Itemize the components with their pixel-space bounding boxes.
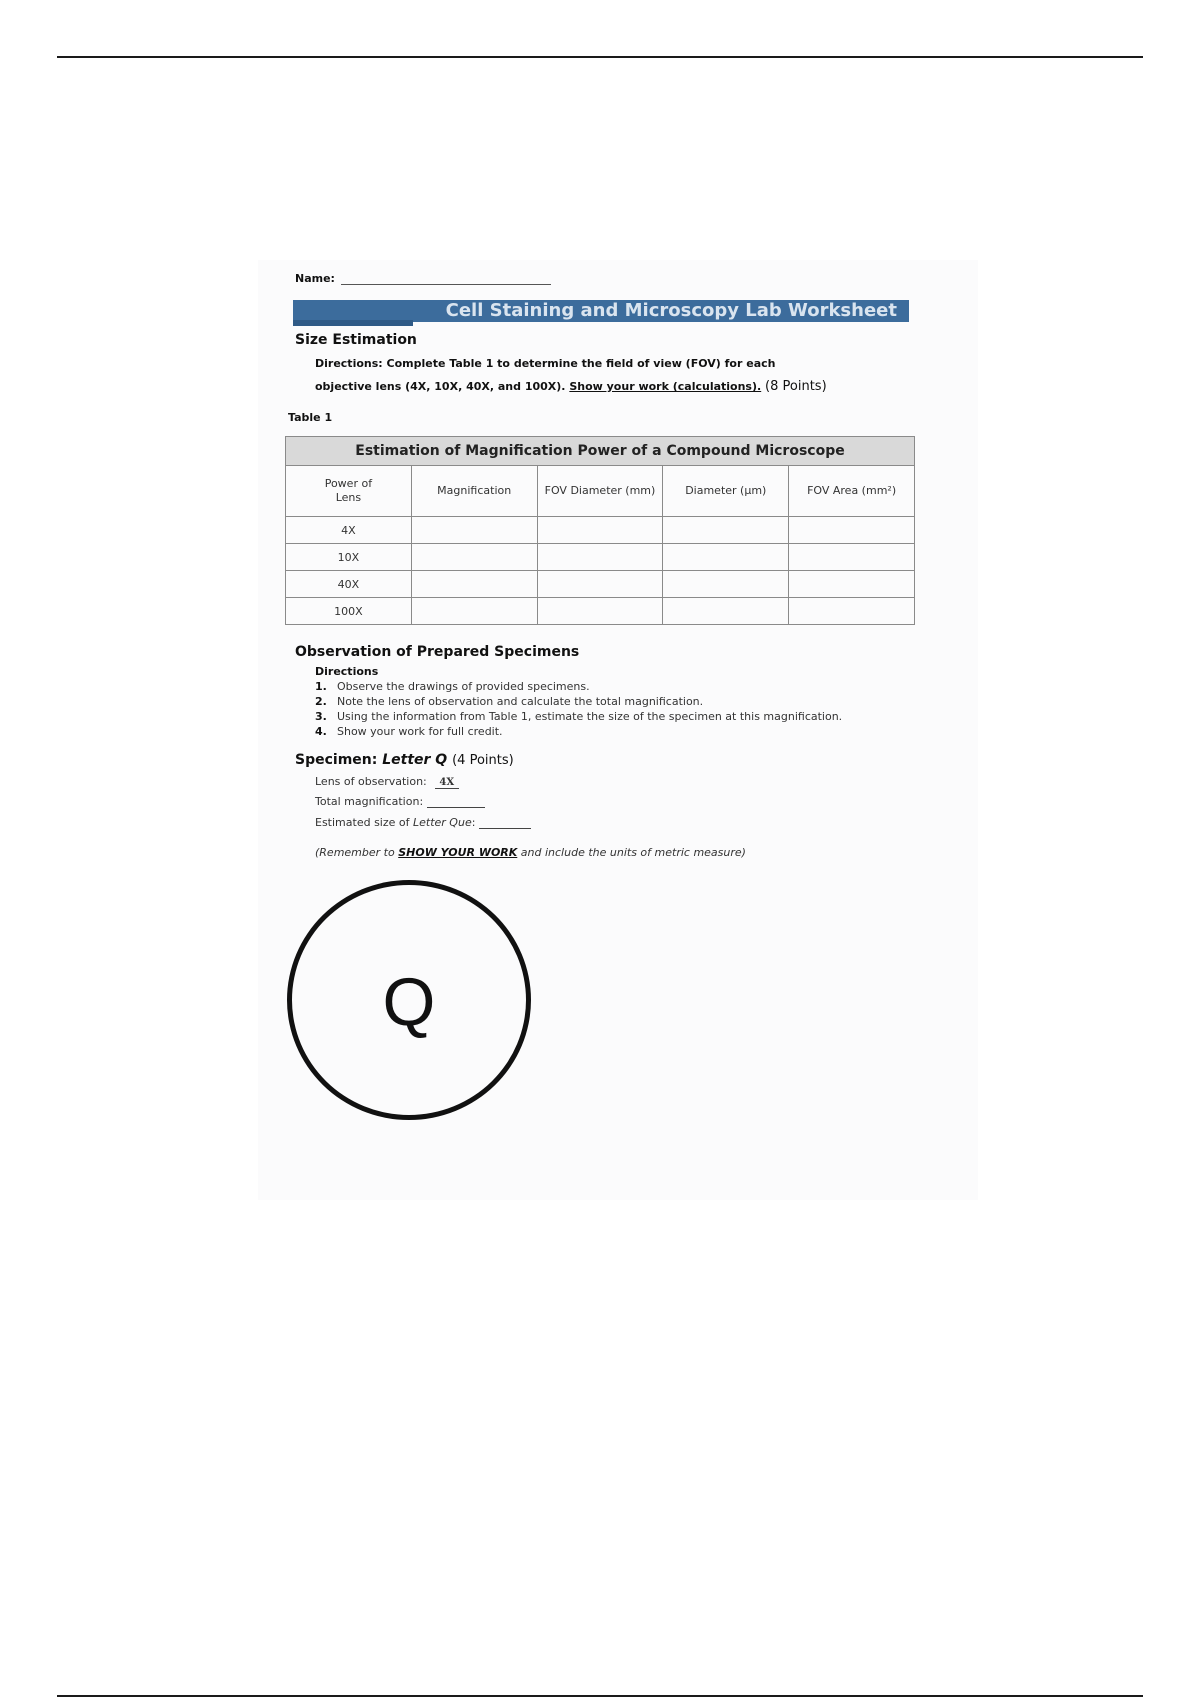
header-diameter-um: Diameter (µm)	[663, 466, 789, 517]
size-points: (8 Points)	[765, 379, 827, 394]
size-estimation-heading: Size Estimation	[295, 332, 417, 348]
header-fov-diameter: FOV Diameter (mm)	[537, 466, 663, 517]
estimated-size-blank[interactable]	[479, 818, 531, 829]
row-power: 10X	[286, 544, 412, 571]
estimated-size-label-post: :	[471, 816, 476, 829]
specimen-points: (4 Points)	[452, 753, 514, 768]
list-text: Using the information from Table 1, estimate the size of the specimen at this magnification.	[337, 710, 843, 723]
magnification-cell[interactable]	[411, 598, 537, 625]
observation-directions	[315, 664, 842, 739]
specimen-heading	[295, 752, 514, 768]
fov-area-cell[interactable]	[789, 571, 915, 598]
fov-table	[285, 436, 915, 625]
worksheet-page	[258, 260, 978, 1200]
lens-value[interactable]: 4X	[435, 777, 459, 789]
name-field	[295, 272, 551, 285]
top-rule	[57, 56, 1143, 58]
fov-diameter-cell[interactable]	[537, 598, 663, 625]
table-row	[286, 598, 915, 625]
diameter-cell[interactable]	[663, 571, 789, 598]
reminder-text-pre: (Remember to	[315, 846, 399, 859]
total-magnification-label: Total magnification:	[315, 795, 424, 808]
fov-diameter-cell[interactable]	[537, 544, 663, 571]
fov-area-cell[interactable]	[789, 544, 915, 571]
fov-diameter-cell[interactable]	[537, 571, 663, 598]
title-accent	[293, 320, 413, 326]
specimen-field-of-view	[287, 880, 531, 1120]
list-number: 1.	[315, 680, 327, 693]
header-fov-area: FOV Area (mm²)	[789, 466, 915, 517]
worksheet-title-text: Cell Staining and Microscopy Lab Worksheet	[445, 300, 897, 321]
name-blank[interactable]	[341, 274, 551, 285]
row-power: 100X	[286, 598, 412, 625]
list-number: 4.	[315, 725, 327, 738]
specimen-letter: Q	[382, 964, 436, 1040]
magnification-cell[interactable]	[411, 517, 537, 544]
table-header-row	[286, 466, 915, 517]
lens-label: Lens of observation:	[315, 775, 427, 788]
specimen-name: Letter Q	[382, 752, 448, 768]
list-item	[315, 679, 842, 694]
table-caption: Estimation of Magnification Power of a Compound Microscope	[286, 437, 915, 466]
observation-heading: Observation of Prepared Specimens	[295, 644, 580, 660]
header-power-of-lens	[286, 466, 412, 517]
estimated-size-label-italic: Letter Que	[413, 816, 472, 829]
list-text: Show your work for full credit.	[337, 725, 503, 738]
list-item	[315, 709, 842, 724]
estimated-size-label-pre: Estimated size of	[315, 816, 413, 829]
diameter-cell[interactable]	[663, 544, 789, 571]
reminder-text-post: and include the units of metric measure)	[517, 846, 746, 859]
specimen-heading-label: Specimen:	[295, 752, 383, 768]
size-directions-line1: Directions: Complete Table 1 to determine the field of view (FOV) for each	[315, 357, 776, 370]
list-item	[315, 694, 842, 709]
table-row	[286, 571, 915, 598]
fov-area-cell[interactable]	[789, 517, 915, 544]
row-power: 40X	[286, 571, 412, 598]
lens-of-observation-field	[315, 775, 459, 789]
table-row	[286, 544, 915, 571]
row-power: 4X	[286, 517, 412, 544]
directions-heading: Directions	[315, 665, 379, 678]
diameter-cell[interactable]	[663, 517, 789, 544]
fov-area-cell[interactable]	[789, 598, 915, 625]
worksheet-title	[293, 300, 909, 322]
table-row	[286, 517, 915, 544]
list-item	[315, 724, 842, 739]
show-work-text: Show your work (calculations).	[569, 380, 762, 393]
list-number: 3.	[315, 710, 327, 723]
show-work-reminder	[315, 846, 746, 859]
fov-diameter-cell[interactable]	[537, 517, 663, 544]
magnification-cell[interactable]	[411, 544, 537, 571]
reminder-show-work: SHOW YOUR WORK	[398, 846, 518, 859]
list-text: Observe the drawings of provided specimens.	[337, 680, 590, 693]
diameter-cell[interactable]	[663, 598, 789, 625]
table-label: Table 1	[288, 411, 333, 424]
size-directions-line2	[315, 379, 827, 394]
estimated-size-field	[315, 816, 531, 829]
list-number: 2.	[315, 695, 327, 708]
header-magnification: Magnification	[411, 466, 537, 517]
list-text: Note the lens of observation and calculate the total magnification.	[337, 695, 704, 708]
total-magnification-field	[315, 795, 485, 808]
magnification-cell[interactable]	[411, 571, 537, 598]
header-power-of-lens-text: Power of Lens	[324, 477, 373, 504]
total-magnification-blank[interactable]	[427, 797, 485, 808]
directions-text: objective lens (4X, 10X, 40X, and 100X).	[315, 380, 566, 393]
name-label: Name:	[295, 272, 335, 285]
bottom-rule	[57, 1695, 1143, 1697]
